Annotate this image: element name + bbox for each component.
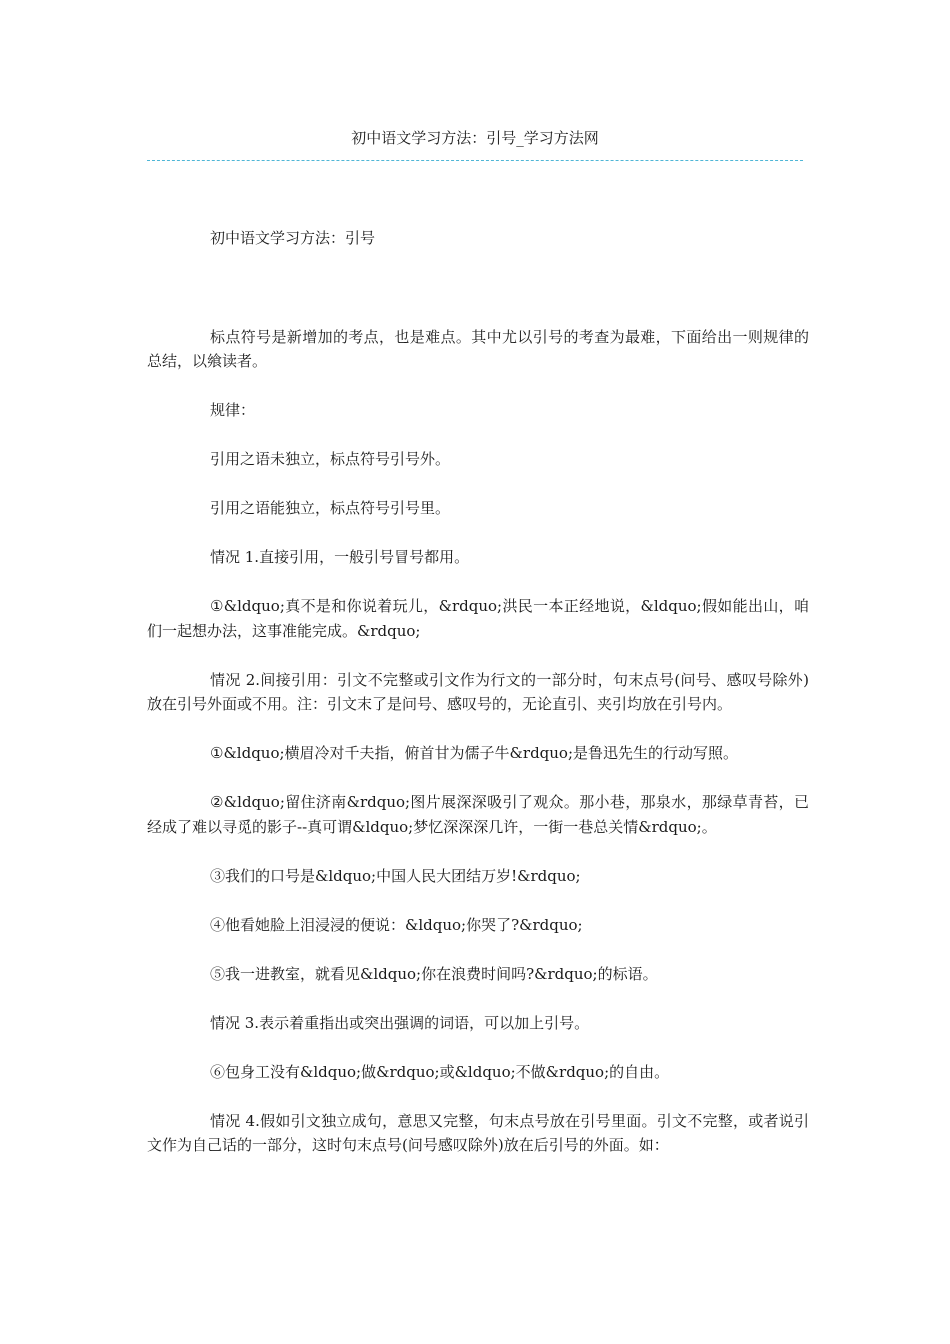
paragraph-case-3: 情况 3.表示着重指出或突出强调的词语，可以加上引号。 [210, 1013, 590, 1032]
paragraph-example-4: ④他看她脸上泪浸浸的便说：&ldquo;你哭了?&rdquo; [210, 915, 583, 934]
paragraph-example-2: ②&ldquo;留住济南&rdquo;图片展深深吸引了观众。那小巷，那泉水，那绿草青苔，已经成了难以寻觅的影子--真可谓&ldquo;梦忆深深深几许，一街一巷总关情&rdquo;。 [147, 793, 809, 836]
paragraph-case-4: 情况 4.假如引文独立成句，意思又完整，句末点号放在引号里面。引文不完整，或者说引文作为自己话的一部分，这时句末点号(问号感叹除外)放在后引号的外面。如： [147, 1111, 809, 1154]
header-dashed-rule [147, 160, 803, 161]
page-header-title: 初中语文学习方法：引号_学习方法网 [351, 129, 599, 147]
paragraph-rule-label: 规律： [210, 401, 256, 419]
article-title: 初中语文学习方法：引号 [210, 229, 376, 247]
paragraph-intro: 标点符号是新增加的考点，也是难点。其中尤以引号的考查为最难，下面给出一则规律的总结，以飨读者。 [147, 327, 809, 370]
paragraph-case-1-example: ①&ldquo;真不是和你说着玩儿，&rdquo;洪民一本正经地说，&ldquo;假如能出山，咱们一起想办法，这事准能完成。&rdquo; [147, 597, 809, 640]
paragraph-case-1: 情况 1.直接引用，一般引号冒号都用。 [210, 548, 470, 566]
paragraph-rule-1: 引用之语未独立，标点符号引号外。 [210, 450, 451, 468]
paragraph-example-5: ⑤我一进教室，就看见&ldquo;你在浪费时间吗?&rdquo;的标语。 [210, 964, 658, 983]
paragraph-example-6: ⑥包身工没有&ldquo;做&rdquo;或&ldquo;不做&rdquo;的自由。 [210, 1062, 670, 1081]
paragraph-case-2: 情况 2.间接引用：引文不完整或引文作为行文的一部分时，句末点号(问号、感叹号除外)放在引号外面或不用。注：引文末了是问号、感叹号的，无论直引、夹引均放在引号内。 [147, 670, 809, 713]
paragraph-rule-2: 引用之语能独立，标点符号引号里。 [210, 499, 451, 517]
paragraph-example-3: ③我们的口号是&ldquo;中国人民大团结万岁!&rdquo; [210, 866, 581, 885]
article-body [147, 226, 809, 1182]
paragraph-example-1: ①&ldquo;横眉冷对千夫指，俯首甘为儒子牛&rdquo;是鲁迅先生的行动写照。 [210, 744, 739, 762]
